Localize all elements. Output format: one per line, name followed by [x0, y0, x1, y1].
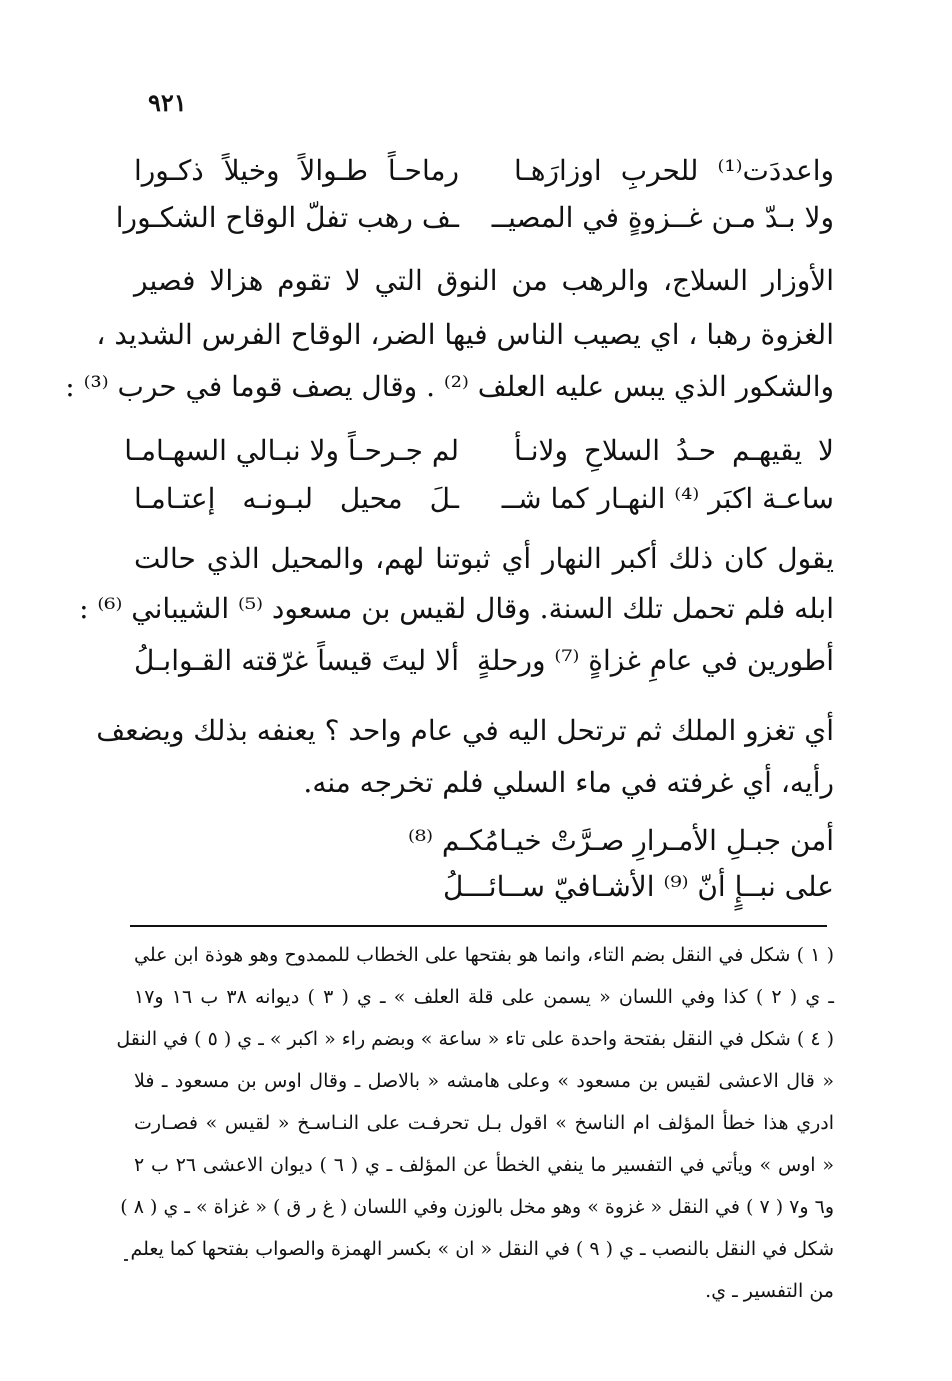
footnote-line: « اوس » ويأتي في التفسير ما ينفي الخطأ عن المؤلف ـ ي ( ٦ ) ديوان الاعشى ٢٦ ب ٢: [134, 1154, 835, 1176]
verse-hemistich: أمن جبـلِ الأمـرارِ صـرَّتْ خيـامُكـم ⁽⁸⁾: [407, 824, 834, 857]
paragraph-line: الأوزار السلاج، والرهب من النوق التي لا تقوم هزالا فصير: [134, 264, 834, 297]
verse-line: [134, 638, 834, 684]
footnote-line: ( ٤ ) شكل في النقل بفتحة واحدة على تاء « ساعة » وبضم راء « اكبر » ـ ي ( ٥ ) في النقل: [116, 1028, 834, 1050]
page-number: ٩٢١: [148, 88, 187, 117]
verse-hemistich: على نبــإٍ أنّ ⁽⁹⁾ الأشـافيّ ســائـــلُ: [442, 870, 834, 903]
verse-line: [124, 428, 834, 474]
verse-hemistich-left: لم جـرحـاً ولا نبـالي السهـامـا: [124, 434, 459, 467]
paragraph-line: الغزوة رهبا ، اي يصيب الناس فيها الضر، الوقاح الفرس الشديد ،: [96, 318, 834, 351]
footnote-line: ادري هذا خطأ المؤلف ام الناسخ » اقول بـل تحرفـت على النـاسـخ « لقيس » فصـارت: [134, 1112, 834, 1134]
footnote-line: « قال الاعشى لقيس بن مسعود » وعلى هامشه « بالاصل ـ وقال اوس بن مسعود ـ فلا: [134, 1070, 834, 1092]
paragraph-line: ابله فلم تحمل تلك السنة. وقال لقيس بن مسعود ⁽⁵⁾ الشيباني ⁽⁶⁾ :: [79, 592, 834, 625]
verse-line: [134, 476, 834, 522]
paragraph-line: يقول كان ذلك أكبر النهار أي ثبوتنا لهم، والمحيل الذي حالت: [134, 542, 834, 575]
verse-hemistich-right: أطورين في عامِ غزاةٍ ⁽⁷⁾ ورحلةٍ: [476, 644, 834, 677]
footnote-line: و٦ و٧ ( ٧ ) في النقل « غزوة » وهو مخل بالوزن وفي اللسان ( غ ر ق ) « غزاة » ـ ي ( ٨ ): [120, 1196, 834, 1218]
scan-speck: [124, 1259, 128, 1261]
verse-line: [134, 148, 834, 194]
verse-hemistich-left: ـلَ محيل لبـونـه إعتـامـا: [134, 482, 459, 515]
footnote-line: ( ١ ) شكل في النقل بضم التاء، وانما هو بفتحها على الخطاب للممدوح وهو هوذة ابن علي: [134, 944, 835, 966]
paragraph-line: رأيه، أي غرفته في ماء السلي فلم تخرجه منه.: [303, 766, 834, 799]
paragraph-line: والشكور الذي يبس عليه العلف ⁽²⁾ . وقال يصف قوما في حرب ⁽³⁾ :: [65, 370, 834, 403]
paragraph-line: أي تغزو الملك ثم ترتحل اليه في عام واحد ؟ يعنفه بذلك ويضعف: [96, 714, 834, 747]
verse-hemistich-left: ألا ليتَ قيساً غرّقته القـوابـلُ: [134, 644, 459, 677]
footnote-line: ـ ي ( ٢ ) كذا وفي اللسان « يسمن على قلة العلف » ـ ي ( ٣ ) ديوانه ٣٨ ب ١٦ و١٧: [134, 986, 834, 1008]
verse-hemistich-right: لا يقيهـم حـدُ السلاحِ ولانـأ: [514, 434, 834, 467]
footnote-line: من التفسير ـ ي.: [705, 1280, 834, 1302]
footnote-divider: [130, 925, 827, 927]
verse-hemistich-left: ـف رهب تفلّ الوقاح الشكـورا: [115, 201, 459, 234]
verse-hemistich-left: رماحـاً طـوالاً وخيلاً ذكـورا: [134, 154, 459, 187]
verse-hemistich-right: ساعـة اكبَر ⁽⁴⁾ النهـار كما شــ: [501, 482, 834, 515]
verse-line: [115, 195, 834, 241]
verse-hemistich-right: ولا بـدّ مـن غــزوةٍ في المصيــ: [491, 201, 834, 234]
footnote-line: شكل في النقل بالنصب ـ ي ( ٩ ) في النقل « ان » بكسر الهمزة والصواب بفتحها كما يعلم: [130, 1238, 834, 1260]
verse-hemistich-right: واعددَت⁽¹⁾ للحربِ اوزارَهـا: [514, 154, 834, 187]
